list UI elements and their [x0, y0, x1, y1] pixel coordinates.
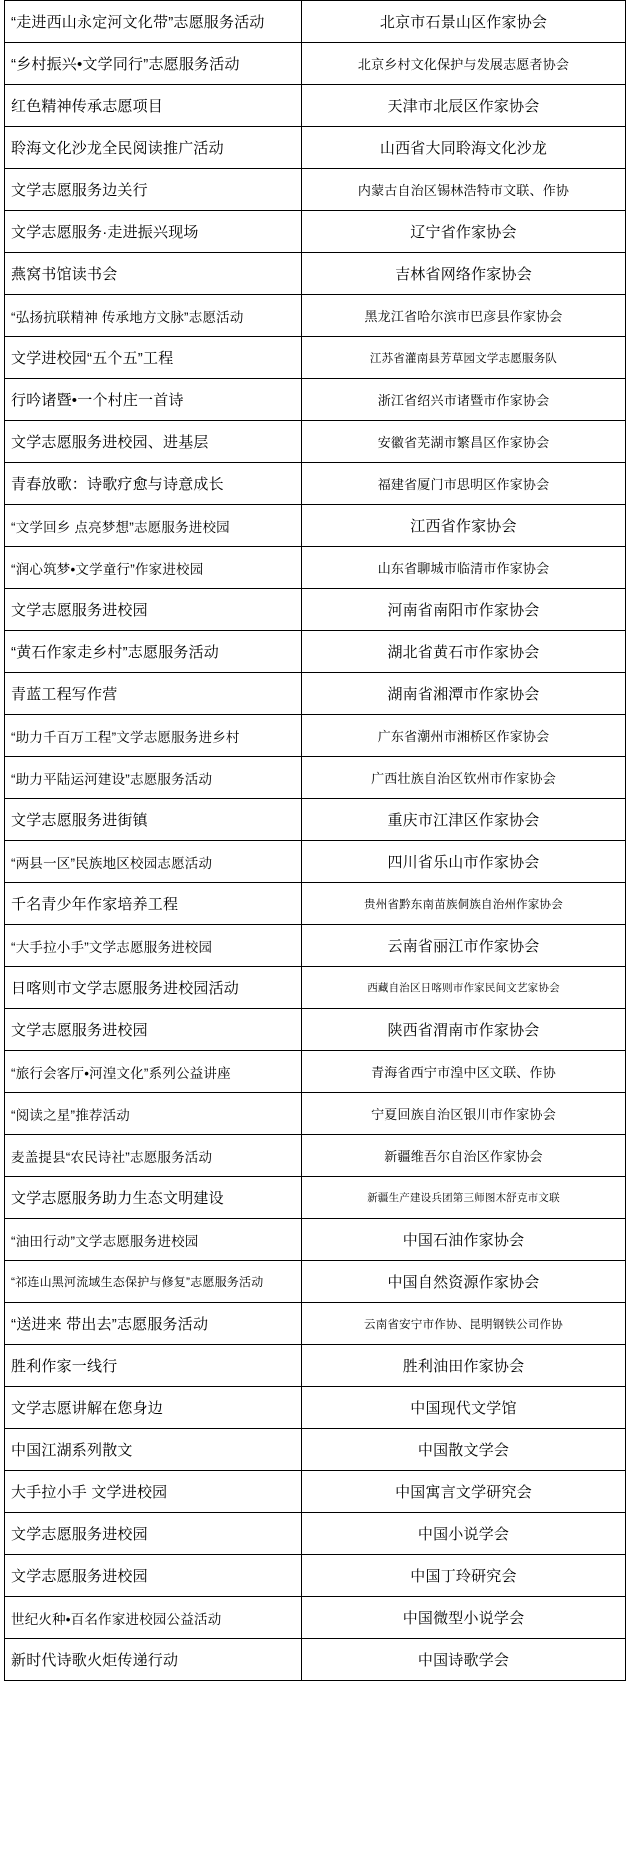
table-row	[5, 1093, 626, 1135]
table-row	[5, 841, 626, 883]
organization-cell: 中国寓言文学研究会	[302, 1471, 626, 1513]
organization-cell: 中国丁玲研究会	[302, 1555, 626, 1597]
organization-cell: 安徽省芜湖市繁昌区作家协会	[302, 421, 626, 463]
activity-name-cell: “油田行动”文学志愿服务进校园	[5, 1219, 302, 1261]
table-row	[5, 127, 626, 169]
table-row	[5, 883, 626, 925]
activity-name-cell: 千名青少年作家培养工程	[5, 883, 302, 925]
organization-cell: 湖北省黄石市作家协会	[302, 631, 626, 673]
organization-cell: 中国诗歌学会	[302, 1639, 626, 1681]
activity-name-cell: 日喀则市文学志愿服务进校园活动	[5, 967, 302, 1009]
activity-table	[4, 0, 626, 1681]
organization-cell: 黑龙江省哈尔滨市巴彦县作家协会	[302, 295, 626, 337]
organization-cell: 广西壮族自治区钦州市作家协会	[302, 757, 626, 799]
table-row	[5, 673, 626, 715]
organization-cell: 云南省安宁市作协、昆明钢铁公司作协	[302, 1303, 626, 1345]
activity-name-cell: “送进来 带出去”志愿服务活动	[5, 1303, 302, 1345]
organization-cell: 河南省南阳市作家协会	[302, 589, 626, 631]
activity-name-cell: “走进西山永定河文化带”志愿服务活动	[5, 1, 302, 43]
activity-name-cell: 大手拉小手 文学进校园	[5, 1471, 302, 1513]
organization-cell: 北京乡村文化保护与发展志愿者协会	[302, 43, 626, 85]
table-row	[5, 715, 626, 757]
table-row	[5, 1303, 626, 1345]
organization-cell: 北京市石景山区作家协会	[302, 1, 626, 43]
activity-name-cell: 文学志愿服务助力生态文明建设	[5, 1177, 302, 1219]
organization-cell: 云南省丽江市作家协会	[302, 925, 626, 967]
activity-name-cell: “乡村振兴•文学同行”志愿服务活动	[5, 43, 302, 85]
activity-name-cell: “弘扬抗联精神 传承地方文脉”志愿活动	[5, 295, 302, 337]
table-row	[5, 589, 626, 631]
organization-cell: 辽宁省作家协会	[302, 211, 626, 253]
organization-cell: 天津市北辰区作家协会	[302, 85, 626, 127]
activity-name-cell: “两县一区”民族地区校园志愿活动	[5, 841, 302, 883]
table-row	[5, 547, 626, 589]
table-row	[5, 1555, 626, 1597]
table-row	[5, 1513, 626, 1555]
organization-cell: 浙江省绍兴市诸暨市作家协会	[302, 379, 626, 421]
table-row	[5, 463, 626, 505]
activity-name-cell: 世纪火种•百名作家进校园公益活动	[5, 1597, 302, 1639]
activity-name-cell: “文学回乡 点亮梦想”志愿服务进校园	[5, 505, 302, 547]
table-row	[5, 1597, 626, 1639]
organization-cell: 江西省作家协会	[302, 505, 626, 547]
table-row	[5, 1, 626, 43]
organization-cell: 四川省乐山市作家协会	[302, 841, 626, 883]
activity-name-cell: “旅行会客厅•河湟文化”系列公益讲座	[5, 1051, 302, 1093]
activity-name-cell: “黄石作家走乡村”志愿服务活动	[5, 631, 302, 673]
organization-cell: 江苏省灌南县芳草园文学志愿服务队	[302, 337, 626, 379]
organization-cell: 中国散文学会	[302, 1429, 626, 1471]
activity-name-cell: 文学志愿服务·走进振兴现场	[5, 211, 302, 253]
activity-name-cell: “大手拉小手”文学志愿服务进校园	[5, 925, 302, 967]
table-row	[5, 1051, 626, 1093]
table-body	[5, 1, 626, 1681]
organization-cell: 重庆市江津区作家协会	[302, 799, 626, 841]
table-row	[5, 379, 626, 421]
organization-cell: 陕西省渭南市作家协会	[302, 1009, 626, 1051]
activity-name-cell: “祁连山黑河流域生态保护与修复”志愿服务活动	[5, 1261, 302, 1303]
activity-name-cell: 文学志愿讲解在您身边	[5, 1387, 302, 1429]
organization-cell: 西藏自治区日喀则市作家民间文艺家协会	[302, 967, 626, 1009]
table-row	[5, 253, 626, 295]
organization-cell: 新疆生产建设兵团第三师图木舒克市文联	[302, 1177, 626, 1219]
table-row	[5, 799, 626, 841]
table-row	[5, 925, 626, 967]
table-row	[5, 1219, 626, 1261]
activity-name-cell: 文学志愿服务边关行	[5, 169, 302, 211]
table-row	[5, 295, 626, 337]
table-row	[5, 1345, 626, 1387]
activity-name-cell: 文学志愿服务进校园	[5, 1555, 302, 1597]
organization-cell: 贵州省黔东南苗族侗族自治州作家协会	[302, 883, 626, 925]
organization-cell: 新疆维吾尔自治区作家协会	[302, 1135, 626, 1177]
organization-cell: 内蒙古自治区锡林浩特市文联、作协	[302, 169, 626, 211]
organization-cell: 福建省厦门市思明区作家协会	[302, 463, 626, 505]
organization-cell: 宁夏回族自治区银川市作家协会	[302, 1093, 626, 1135]
activity-name-cell: “润心筑梦•文学童行”作家进校园	[5, 547, 302, 589]
organization-cell: 山西省大同聆海文化沙龙	[302, 127, 626, 169]
activity-name-cell: 文学志愿服务进校园、进基层	[5, 421, 302, 463]
activity-name-cell: 中国江湖系列散文	[5, 1429, 302, 1471]
organization-cell: 吉林省网络作家协会	[302, 253, 626, 295]
activity-name-cell: 新时代诗歌火炬传递行动	[5, 1639, 302, 1681]
organization-cell: 胜利油田作家协会	[302, 1345, 626, 1387]
table-row	[5, 505, 626, 547]
activity-name-cell: “助力千百万工程”文学志愿服务进乡村	[5, 715, 302, 757]
table-row	[5, 757, 626, 799]
table-row	[5, 85, 626, 127]
organization-cell: 中国小说学会	[302, 1513, 626, 1555]
organization-cell: 中国自然资源作家协会	[302, 1261, 626, 1303]
table-row	[5, 1471, 626, 1513]
activity-name-cell: 文学志愿服务进校园	[5, 1009, 302, 1051]
table-row	[5, 1429, 626, 1471]
activity-name-cell: 文学志愿服务进校园	[5, 589, 302, 631]
activity-name-cell: 行吟诸暨•一个村庄一首诗	[5, 379, 302, 421]
table-row	[5, 211, 626, 253]
activity-name-cell: “助力平陆运河建设”志愿服务活动	[5, 757, 302, 799]
table-row	[5, 43, 626, 85]
activity-name-cell: 青春放歌：诗歌疗愈与诗意成长	[5, 463, 302, 505]
table-row	[5, 169, 626, 211]
organization-cell: 湖南省湘潭市作家协会	[302, 673, 626, 715]
activity-name-cell: 聆海文化沙龙全民阅读推广活动	[5, 127, 302, 169]
activity-name-cell: 麦盖提县“农民诗社”志愿服务活动	[5, 1135, 302, 1177]
activity-name-cell: 文学进校园“五个五”工程	[5, 337, 302, 379]
table-row	[5, 631, 626, 673]
table-row	[5, 1177, 626, 1219]
table-row	[5, 1639, 626, 1681]
organization-cell: 中国现代文学馆	[302, 1387, 626, 1429]
table-row	[5, 1135, 626, 1177]
activity-name-cell: 文学志愿服务进校园	[5, 1513, 302, 1555]
activity-name-cell: 青蓝工程写作营	[5, 673, 302, 715]
table-row	[5, 967, 626, 1009]
organization-cell: 山东省聊城市临清市作家协会	[302, 547, 626, 589]
activity-name-cell: “阅读之星”推荐活动	[5, 1093, 302, 1135]
organization-cell: 广东省潮州市湘桥区作家协会	[302, 715, 626, 757]
organization-cell: 青海省西宁市湟中区文联、作协	[302, 1051, 626, 1093]
table-row	[5, 421, 626, 463]
organization-cell: 中国石油作家协会	[302, 1219, 626, 1261]
table-row	[5, 1387, 626, 1429]
activity-name-cell: 文学志愿服务进街镇	[5, 799, 302, 841]
activity-name-cell: 燕窝书馆读书会	[5, 253, 302, 295]
activity-name-cell: 胜利作家一线行	[5, 1345, 302, 1387]
organization-cell: 中国微型小说学会	[302, 1597, 626, 1639]
table-row	[5, 1009, 626, 1051]
activity-name-cell: 红色精神传承志愿项目	[5, 85, 302, 127]
table-row	[5, 337, 626, 379]
table-row	[5, 1261, 626, 1303]
